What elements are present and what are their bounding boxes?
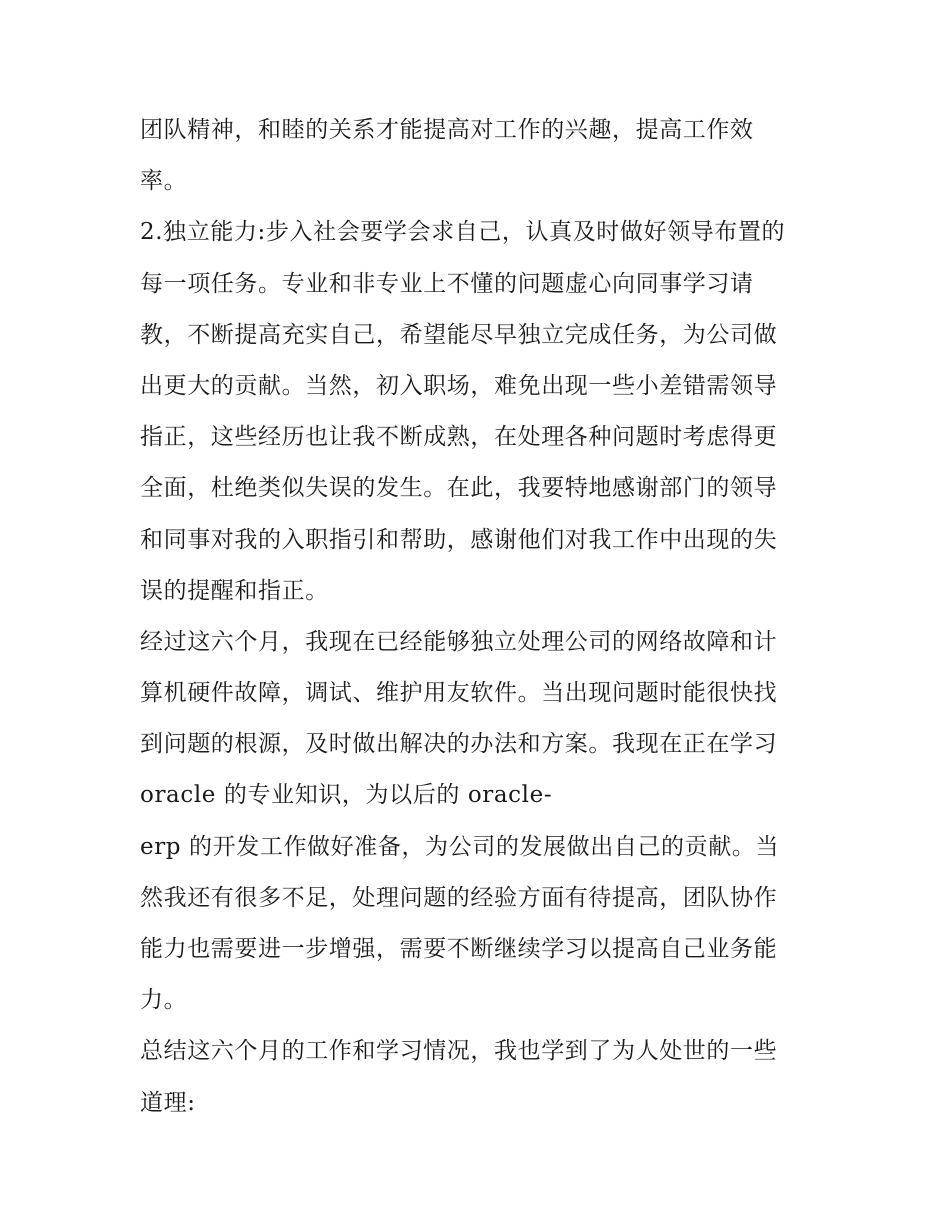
text-line: 然我还有很多不足，处理问题的经验方面有待提高，团队协作 (140, 884, 778, 911)
text-line: 误的提醒和指正。 (140, 577, 329, 604)
text-line: 指正，这些经历也让我不断成熟，在处理各种问题时考虑得更 (140, 424, 778, 451)
text-line: 道理: (140, 1089, 196, 1116)
text-line: 和同事对我的入职指引和帮助，感谢他们对我工作中出现的失 (140, 526, 778, 553)
text-line: 率。 (140, 168, 188, 195)
text-line: 到问题的根源，及时做出解决的办法和方案。我现在正在学习 (140, 731, 778, 758)
text-line: 团队精神，和睦的关系才能提高对工作的兴趣，提高工作效 (140, 117, 754, 143)
text-line: 算机硬件故障，调试、维护用友软件。当出现问题时能很快找 (140, 680, 778, 707)
text-line: 每一项任务。专业和非专业上不懂的问题虚心向同事学习请 (140, 270, 754, 297)
text-line: 教，不断提高充实自己，希望能尽早独立完成任务，为公司做 (140, 321, 778, 348)
text-line: 出更大的贡献。当然，初入职场，难免出现一些小差错需领导 (140, 372, 778, 399)
document-body (140, 108, 820, 1132)
text-line: 力。 (140, 987, 188, 1014)
text-line: 2.独立能力:步入社会要学会求自己，认真及时做好领导布置的 (140, 219, 786, 246)
text-line: 经过这六个月，我现在已经能够独立处理公司的网络故障和计 (140, 628, 778, 655)
text-line: 全面，杜绝类似失误的发生。在此，我要特地感谢部门的领导 (140, 475, 778, 502)
text-line: 总结这六个月的工作和学习情况，我也学到了为人处世的一些 (140, 1038, 778, 1065)
text-line: erp 的开发工作做好准备，为公司的发展做出自己的贡献。当 (140, 833, 780, 860)
text-line: oracle 的专业知识，为以后的 oracle- (140, 782, 553, 809)
text-line: 能力也需要进一步增强，需要不断继续学习以提高自己业务能 (140, 936, 778, 962)
